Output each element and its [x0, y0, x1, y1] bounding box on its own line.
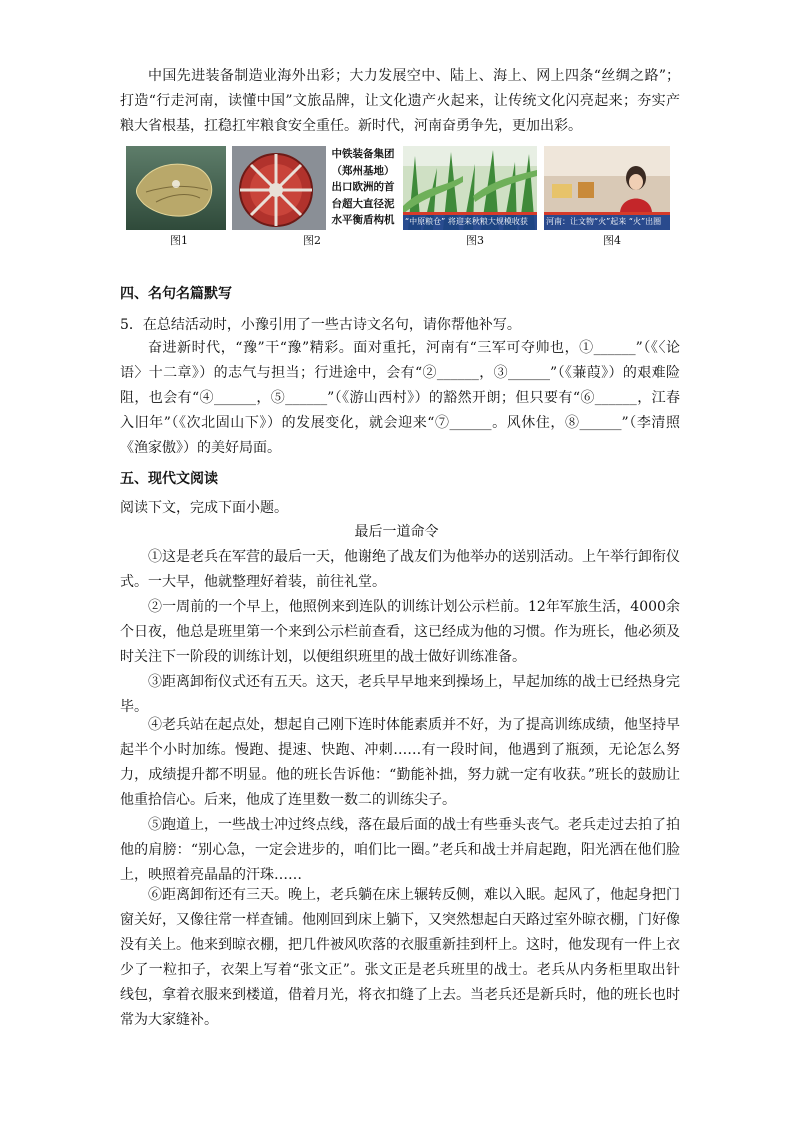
figure-4-image — [544, 146, 670, 230]
article-paragraph-2: ②一周前的一个早上，他照例来到连队的训练计划公示栏前。12年军旅生活，4000余个日夜，他总是班里第一个来到公示栏前查看，这已经成为他的习惯。作为班长，他必须及时关注下一阶段的训练计划，以便组织班里的战士做好训练准备。 — [120, 599, 680, 665]
figure-3-image — [403, 146, 537, 230]
reading-instruction: 阅读下文，完成下面小题。 — [120, 500, 288, 516]
figure-2-caption: 图2 — [303, 234, 321, 247]
section-4-heading: 四、名句名篇默写 — [120, 286, 232, 302]
section-4-paragraph: 奋进新时代，“豫”干“豫”精彩。面对重托，河南有“三军可夺帅也，①______”（《〈论语〉十二章》）的志气与担当；行进途中，会有“②______，③______”（《蒹葭》）的艰难险阻，也会有“④______，⑤______”（《游山西村》）的豁然开朗；但只要有“⑥______，江春入旧年”（《次北固山下》）的发展变化，就会迎来“⑦______。风休住，⑧______”（李清照《渔家傲》）的美好局面。 — [120, 340, 680, 456]
figure-2-description: 中铁装备集团（郑州基地）出口欧洲的首台超大直径泥水平衡盾构机 — [331, 148, 395, 226]
article-paragraph-6: ⑥距离卸衔还有三天。晚上，老兵躺在床上辗转反侧，难以入眠。起风了，他起身把门窗关好，又像往常一样查铺。他刚回到床上躺下，又突然想起白天路过室外晾衣棚，门好像没有关上。他来到晾衣棚，把几件被风吹落的衣服重新挂到杆上。这时，他发现有一件上衣少了一粒扣子，衣架上写着“张文正”。张文正是老兵班里的战士。老兵从内务柜里取出针线包，拿着衣服来到楼道，借着月光，将衣扣缝了上去。当老兵还是新兵时，他的班长也时常为大家缝补。 — [120, 887, 680, 1028]
article-paragraph-5: ⑤跑道上，一些战士冲过终点线，落在最后面的战士有些垂头丧气。老兵走过去拍了拍他的肩膀：“别心急，一定会进步的，咱们比一圈。”老兵和战士并肩起跑，阳光洒在他们脸上，映照着亮晶晶的汗珠…… — [120, 817, 680, 883]
figure-3-caption: 图3 — [466, 234, 484, 247]
article-title: 最后一道命令 — [354, 524, 439, 540]
article-paragraph-1: ①这是老兵在军营的最后一天，他谢绝了战友们为他举办的送别活动。上午举行卸衔仪式。一大早，他就整理好着装，前往礼堂。 — [120, 549, 680, 590]
question-5: 5．在总结活动时，小豫引用了一些古诗文名句，请你帮他补写。 — [120, 317, 521, 333]
figure-4-caption: 图4 — [603, 234, 621, 247]
section-5-heading: 五、现代文阅读 — [120, 471, 218, 487]
intro-paragraph: 中国先进装备制造业海外出彩；大力发展空中、陆上、海上、网上四条“丝绸之路”；打造“行走河南，读懂中国”文旅品牌，让文化遗产火起来，让传统文化闪亮起来；夯实产粮大省根基，扛稳扛牢粮食安全重任。新时代，河南奋勇争先，更加出彩。 — [120, 68, 680, 134]
figure-2-image — [232, 146, 326, 230]
figure-4-news-ticker: 河南：让文物“火”起来 “火”出圈 — [546, 217, 662, 226]
article-paragraph-4: ④老兵站在起点处，想起自己刚下连时体能素质并不好，为了提高训练成绩，他坚持早起半个小时加练。慢跑、提速、快跑、冲刺……有一段时间，他遇到了瓶颈，无论怎么努力，成绩提升都不明显。他的班长告诉他：“勤能补拙，努力就一定有收获。”班长的鼓励让他重拾信心。后来，他成了连里数一数二的训练尖子。 — [120, 717, 680, 808]
figure-1-caption: 图1 — [170, 234, 188, 247]
figure-1-image — [126, 146, 226, 230]
figure-3-news-ticker: “中原粮仓” 将迎来秋粮大规模收获 — [405, 217, 528, 226]
article-paragraph-3: ③距离卸衔仪式还有五天。这天，老兵早早地来到操场上，早起加练的战士已经热身完毕。 — [120, 674, 680, 715]
